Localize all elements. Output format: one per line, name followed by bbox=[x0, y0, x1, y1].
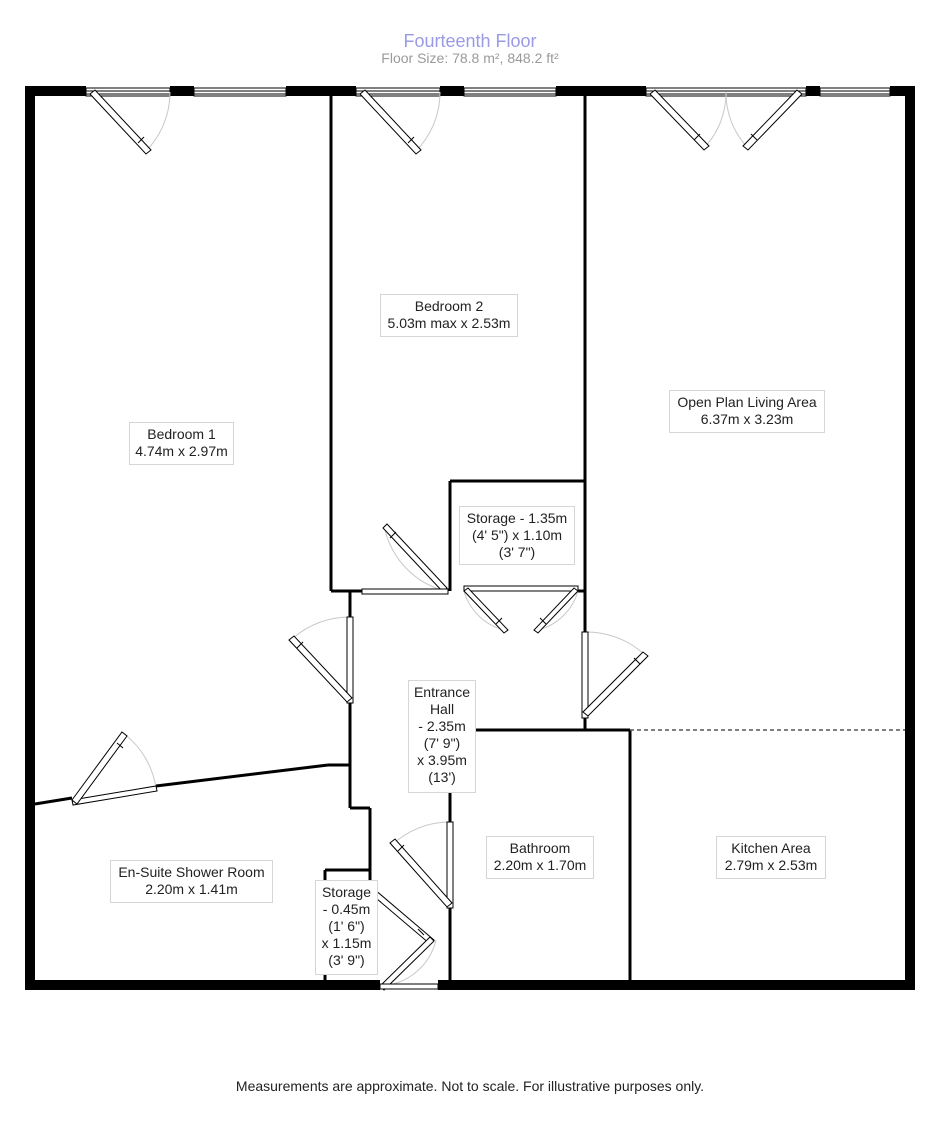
room-label-kitchen bbox=[716, 836, 826, 879]
room-name: Bathroom bbox=[509, 840, 571, 856]
room-name: Bedroom 1 bbox=[147, 426, 216, 442]
room-size: 4.74m x 2.97m bbox=[135, 443, 228, 459]
room-text-line: - 0.45m bbox=[322, 901, 371, 917]
room-label-bedroom-1 bbox=[129, 422, 234, 465]
room-text-line: (13') bbox=[428, 769, 456, 785]
room-label-storage-large bbox=[459, 506, 575, 565]
room-label-storage-small bbox=[315, 880, 378, 975]
room-text-line: (4' 5") x 1.10m bbox=[471, 527, 563, 543]
room-label-entrance-hall bbox=[408, 680, 476, 793]
room-name: En-Suite Shower Room bbox=[118, 864, 265, 880]
room-text-line: Entrance bbox=[413, 684, 471, 700]
room-text-line: (3' 7") bbox=[498, 544, 536, 560]
room-text-line: (3' 9") bbox=[328, 952, 365, 968]
floor-size: Floor Size: 78.8 m², 848.2 ft² bbox=[381, 50, 559, 66]
room-text-line: (7' 9") bbox=[423, 735, 461, 751]
door-hinges bbox=[117, 134, 757, 935]
room-text-line: x 1.15m bbox=[321, 935, 372, 951]
disclaimer: Measurements are approximate. Not to scale. For illustrative purposes only. bbox=[235, 1078, 705, 1094]
windows bbox=[86, 88, 890, 96]
room-text-line: Hall bbox=[429, 701, 455, 717]
room-text-line: Storage - 1.35m bbox=[466, 510, 568, 526]
room-name: Kitchen Area bbox=[731, 840, 811, 856]
room-text-line: Storage bbox=[321, 884, 372, 900]
room-name: Open Plan Living Area bbox=[677, 394, 817, 410]
room-size: 2.20m x 1.41m bbox=[145, 881, 238, 897]
room-label-living-area bbox=[669, 390, 825, 433]
room-text-line: (1' 6") bbox=[328, 918, 365, 934]
room-size: 6.37m x 3.23m bbox=[700, 411, 794, 427]
room-size: 5.03m max x 2.53m bbox=[387, 315, 511, 331]
room-name: Bedroom 2 bbox=[414, 298, 484, 314]
room-text-line: - 2.35m bbox=[418, 718, 466, 734]
door-arcs bbox=[123, 92, 748, 986]
floor-title: Fourteenth Floor bbox=[403, 31, 537, 51]
room-size: 2.79m x 2.53m bbox=[724, 857, 818, 873]
room-label-ensuite bbox=[110, 860, 273, 903]
room-label-bedroom-2 bbox=[380, 294, 518, 337]
room-label-bathroom bbox=[486, 836, 594, 879]
door-leaves bbox=[72, 90, 802, 990]
room-text-line: x 3.95m bbox=[417, 752, 467, 768]
room-size: 2.20m x 1.70m bbox=[493, 857, 587, 873]
